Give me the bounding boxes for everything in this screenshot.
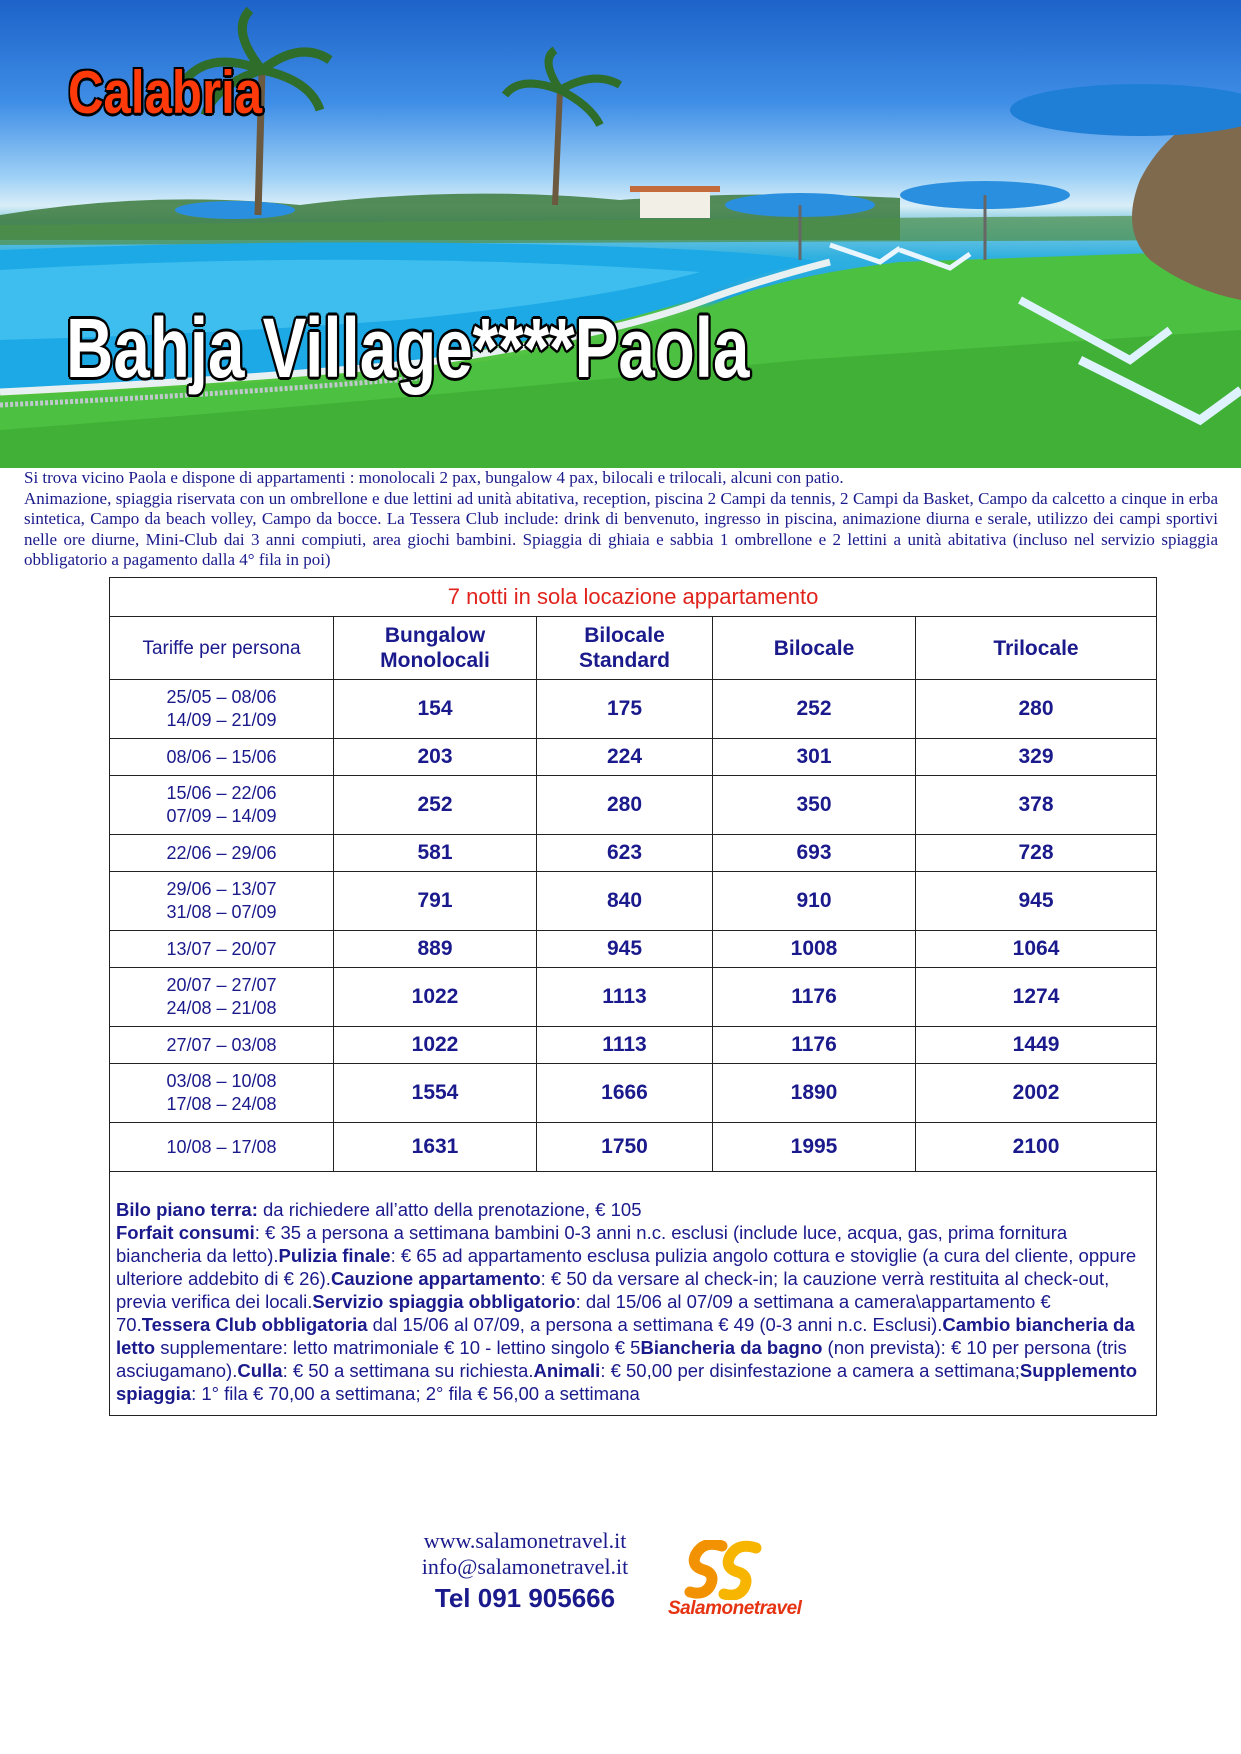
price-cell: 252 — [334, 776, 537, 835]
price-cell: 1176 — [713, 1027, 916, 1064]
note-text: : € 35 a persona a settimana bambini 0-3 anni n.c. esclusi (include luce, acqua, gas, prima fornitura biancheria da letto). — [116, 1222, 1068, 1266]
price-cell: 1113 — [537, 968, 713, 1027]
price-cell: 1022 — [334, 968, 537, 1027]
note-label: Supplemento spiaggia — [116, 1360, 1138, 1404]
price-cell: 203 — [334, 739, 537, 776]
table-row — [110, 680, 1157, 739]
header-bilocale-standard: Bilocale Standard — [537, 617, 713, 680]
note-text: supplementare: letto matrimoniale € 10 - lettino singolo € 5 — [155, 1337, 641, 1358]
price-cell: 910 — [713, 872, 916, 931]
period-cell: 25/05 – 08/06 14/09 – 21/09 — [110, 680, 334, 739]
note-label: Biancheria da bagno — [640, 1337, 823, 1358]
price-cell: 945 — [537, 931, 713, 968]
table-row — [110, 835, 1157, 872]
note-label: Pulizia finale — [278, 1245, 391, 1266]
period-cell: 10/08 – 17/08 — [110, 1123, 334, 1172]
hero-image — [0, 0, 1241, 468]
price-cell: 840 — [537, 872, 713, 931]
note-label: Forfait consumi — [116, 1222, 255, 1243]
price-cell: 889 — [334, 931, 537, 968]
table-row — [110, 1064, 1157, 1123]
price-cell: 154 — [334, 680, 537, 739]
price-cell: 1274 — [916, 968, 1157, 1027]
table-row — [110, 1027, 1157, 1064]
period-cell: 13/07 – 20/07 — [110, 931, 334, 968]
period-cell: 29/06 – 13/07 31/08 – 07/09 — [110, 872, 334, 931]
price-cell: 1890 — [713, 1064, 916, 1123]
price-cell: 1008 — [713, 931, 916, 968]
note-label: Culla — [237, 1360, 283, 1381]
period-cell: 22/06 – 29/06 — [110, 835, 334, 872]
price-cell: 2002 — [916, 1064, 1157, 1123]
table-row — [110, 776, 1157, 835]
price-cell: 693 — [713, 835, 916, 872]
price-cell: 1176 — [713, 968, 916, 1027]
note-text: da richiedere all’atto della prenotazione, € 105 — [257, 1199, 642, 1220]
notes-row — [110, 1172, 1157, 1416]
price-cell: 301 — [713, 739, 916, 776]
region-title: Calabria — [68, 59, 263, 126]
price-cell: 2100 — [916, 1123, 1157, 1172]
note-text: : € 50,00 per disinfestazione a camera a settimana; — [600, 1360, 1020, 1381]
price-cell: 1022 — [334, 1027, 537, 1064]
period-cell: 08/06 – 15/06 — [110, 739, 334, 776]
note-label: Bilo piano terra: — [116, 1199, 258, 1220]
price-cell: 252 — [713, 680, 916, 739]
note-text: dal 15/06 al 07/09, a persona a settimana € 49 (0-3 anni n.c. Esclusi). — [367, 1314, 943, 1335]
price-cell: 224 — [537, 739, 713, 776]
logo-mark-icon — [664, 1540, 840, 1600]
note-text: : dal 15/06 al 07/09 a settimana a camera\appartamento € 70. — [116, 1291, 1051, 1335]
period-cell: 15/06 – 22/06 07/09 – 14/09 — [110, 776, 334, 835]
description-line-1: Si trova vicino Paola e dispone di appartamenti : monolocali 2 pax, bungalow 4 pax, bilocali e trilocali, alcuni con patio. — [24, 468, 844, 487]
note-label: Servizio spiaggia obbligatorio — [312, 1291, 576, 1312]
price-cell: 1631 — [334, 1123, 537, 1172]
price-cell: 1995 — [713, 1123, 916, 1172]
price-cell: 329 — [916, 739, 1157, 776]
note-text: : € 50 da versare al check-in; la cauzione verrà restituita al check-out, previa verifica dei locali. — [116, 1268, 1110, 1312]
period-cell: 27/07 – 03/08 — [110, 1027, 334, 1064]
note-text: : € 65 ad appartamento esclusa pulizia angolo cottura e stoviglie (a cura del cliente, oppure ulteriore addebito di € 26). — [116, 1245, 1137, 1289]
website-link[interactable]: www.salamonetravel.it — [423, 1528, 627, 1553]
price-table — [109, 577, 1157, 1416]
price-cell: 623 — [537, 835, 713, 872]
table-caption: 7 notti in sola locazione appartamento — [110, 578, 1157, 617]
note-label: Cambio biancheria da letto — [116, 1314, 1135, 1358]
table-caption-row — [110, 578, 1157, 617]
notes-cell — [110, 1172, 1157, 1416]
hotel-title: Bahja Village****Paola — [66, 301, 750, 395]
price-cell: 1113 — [537, 1027, 713, 1064]
table-header-row — [110, 617, 1157, 680]
table-row — [110, 968, 1157, 1027]
note-text: : € 50 a settimana su richiesta. — [282, 1360, 534, 1381]
header-tariffe: Tariffe per persona — [110, 617, 334, 680]
price-cell: 791 — [334, 872, 537, 931]
note-text: : 1° fila € 70,00 a settimana; 2° fila € 56,00 a settimana — [191, 1383, 640, 1404]
table-row — [110, 872, 1157, 931]
price-cell: 280 — [916, 680, 1157, 739]
price-cell: 378 — [916, 776, 1157, 835]
email-link[interactable]: info@salamonetravel.it — [421, 1554, 629, 1579]
table-row — [110, 1123, 1157, 1172]
header-trilocale: Trilocale — [916, 617, 1157, 680]
note-label: Animali — [533, 1360, 601, 1381]
phone-number[interactable]: Tel 091 905666 — [434, 1583, 616, 1613]
note-text: (non prevista): € 10 per persona (tris asciugamano). — [116, 1337, 1127, 1381]
price-cell: 1064 — [916, 931, 1157, 968]
logo-wordmark: Salamonetravel — [668, 1598, 802, 1619]
header-bungalow: Bungalow Monolocali — [334, 617, 537, 680]
price-cell: 728 — [916, 835, 1157, 872]
period-cell: 03/08 – 10/08 17/08 – 24/08 — [110, 1064, 334, 1123]
price-cell: 1666 — [537, 1064, 713, 1123]
note-label: Cauzione appartamento — [330, 1268, 541, 1289]
price-cell: 1750 — [537, 1123, 713, 1172]
price-cell: 350 — [713, 776, 916, 835]
contacts-block — [390, 1528, 660, 1616]
header-bilocale: Bilocale — [713, 617, 916, 680]
price-cell: 581 — [334, 835, 537, 872]
hotel-description — [24, 468, 1218, 571]
note-label: Tessera Club obbligatoria — [141, 1314, 368, 1335]
price-cell: 280 — [537, 776, 713, 835]
description-line-2: Animazione, spiaggia riservata con un ombrellone e due lettini ad unità abitativa, reception, piscina 2 Campi da tennis, 2 Campi da Basket, Campo da calcetto a cinque in erba sintetica, Campo da beach volley, Campo da bocce. La Tessera Club include: drink di benvenuto, ingresso in piscina, animazione diurna e serale, utilizzo dei campi sportivi nelle ore diurne, Mini-Club dai 3 anni compiuti, area giochi bambini. Spiaggia di ghiaia e sabbia 1 ombrellone e 2 lettini a unità abitativa (incluso nel servizio spiaggia obbligatorio a pagamento dalla 4° fila in poi) — [24, 488, 1218, 569]
table-row — [110, 931, 1157, 968]
salamone-travel-logo — [664, 1540, 840, 1620]
price-cell: 945 — [916, 872, 1157, 931]
price-cell: 1449 — [916, 1027, 1157, 1064]
price-cell: 1554 — [334, 1064, 537, 1123]
table-row — [110, 739, 1157, 776]
period-cell: 20/07 – 27/07 24/08 – 21/08 — [110, 968, 334, 1027]
price-cell: 175 — [537, 680, 713, 739]
